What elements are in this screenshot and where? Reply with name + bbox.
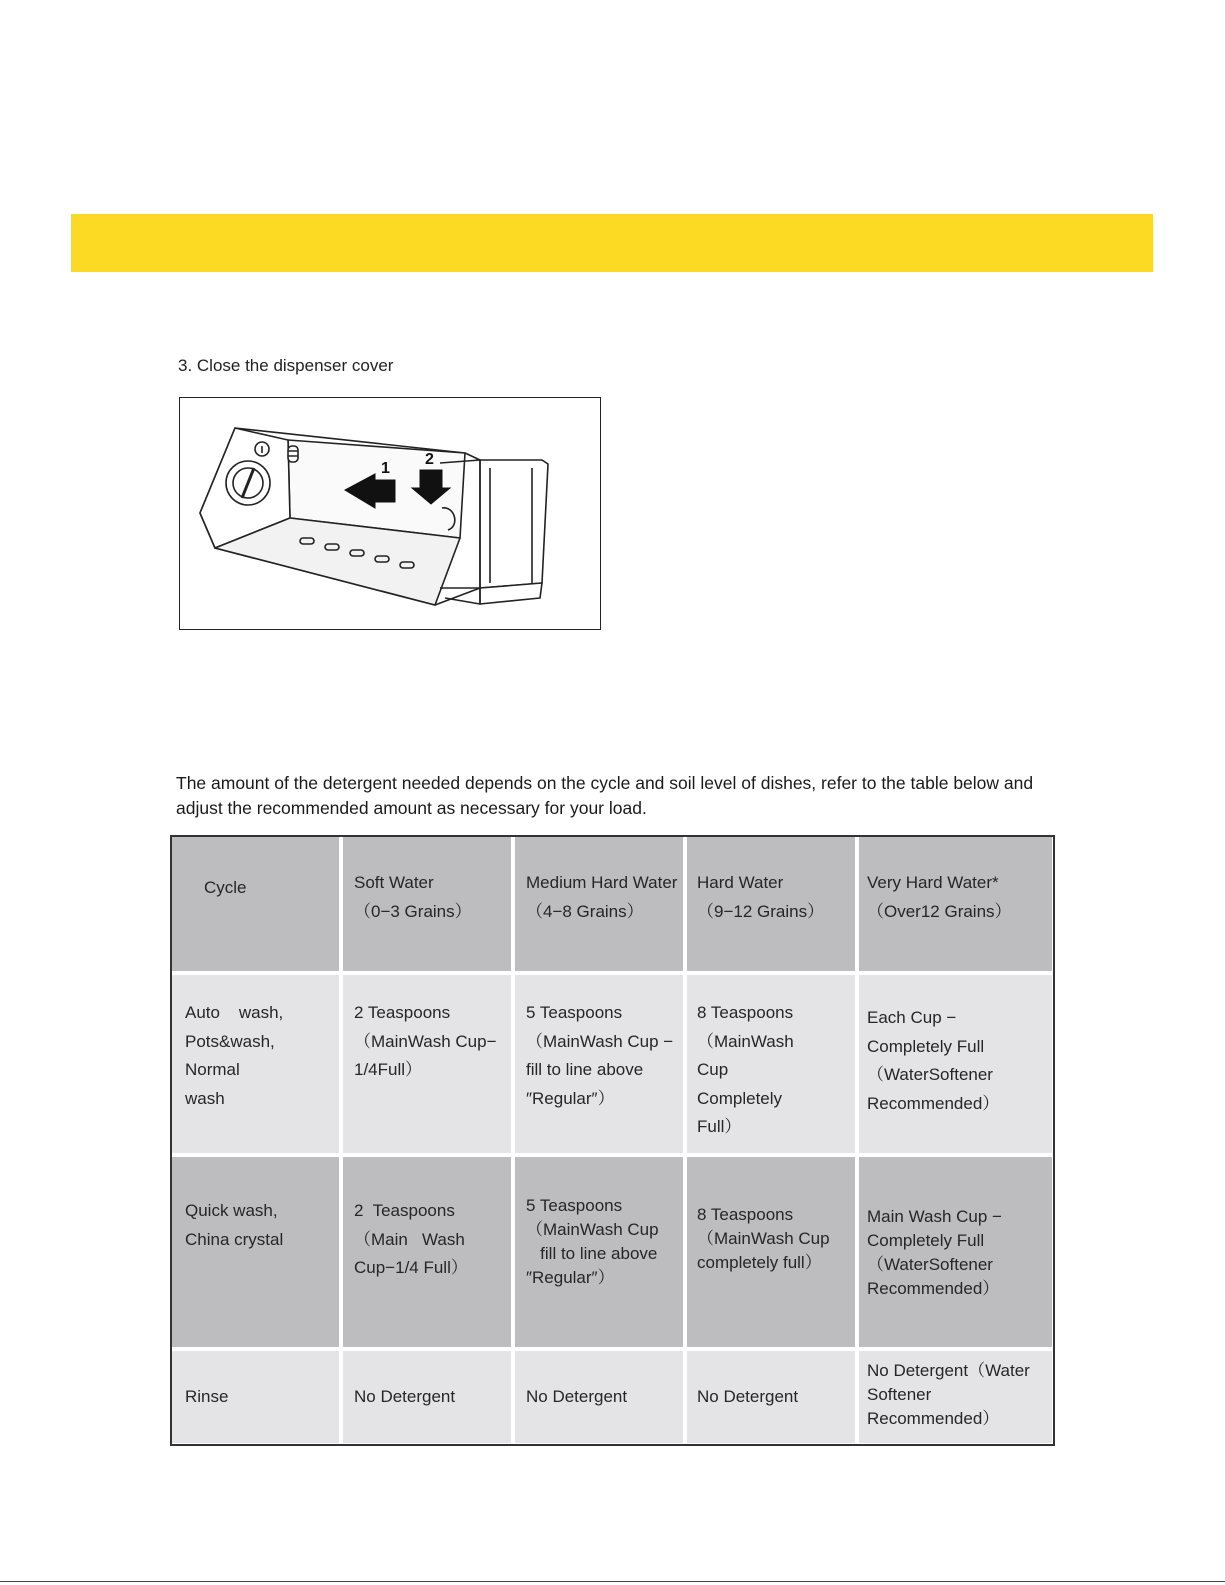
bottom-rule — [0, 1581, 1225, 1582]
header-medium-line: Medium Hard Water — [526, 873, 678, 892]
row2-medium-line: ″Regular″） — [526, 1268, 615, 1287]
row3-hard — [687, 1351, 855, 1443]
header-cycle — [172, 837, 339, 971]
row1-soft-line: 1/4Full） — [354, 1060, 423, 1079]
header-veryhard-line: （Over12 Grains） — [867, 901, 1012, 921]
header-hard-water — [687, 837, 855, 971]
row2-hard-line: （MainWash Cup — [697, 1229, 830, 1248]
dispenser-illustration — [179, 397, 601, 630]
row2-medium-line: fill to line above — [526, 1244, 658, 1263]
step-instruction: 3. Close the dispenser cover — [178, 356, 394, 375]
row1-veryhard — [859, 975, 1052, 1153]
row1-cycle-line: Normal — [185, 1060, 240, 1079]
row2-medium-line: （MainWash Cup — [526, 1220, 659, 1239]
row2-veryhard-line: Recommended） — [867, 1279, 1000, 1298]
header-hard-line: （9−12 Grains） — [697, 901, 825, 921]
intro-paragraph — [176, 771, 1056, 821]
row1-veryhard-line: Recommended） — [867, 1093, 1000, 1113]
row3-veryhard — [859, 1351, 1052, 1443]
intro-line-2: adjust the recommended amount as necessary for your load. — [176, 798, 647, 818]
arrow-2-label: 2 — [425, 451, 434, 468]
intro-line-1: The amount of the detergent needed depends on the cycle and soil level of dishes, refer to the table below and — [176, 773, 1034, 793]
header-cycle-line: Cycle — [204, 878, 247, 897]
row1-hard-line: 8 Teaspoons — [697, 1003, 794, 1022]
row1-medium-line: （MainWash Cup − — [526, 1031, 674, 1051]
row1-hard-line: Full） — [697, 1117, 742, 1136]
row3-veryhard-line: No Detergent（Water — [867, 1361, 1030, 1380]
row2-soft — [343, 1157, 511, 1347]
row2-soft-line: Cup−1/4 Full） — [354, 1258, 468, 1277]
row2-veryhard-line: （WaterSoftener — [867, 1255, 993, 1274]
row2-soft-line: （Main Wash — [354, 1229, 465, 1249]
header-soft-line: （0−3 Grains） — [354, 901, 472, 921]
row1-veryhard-line: Each Cup − — [867, 1008, 957, 1027]
dispenser-drawing — [180, 398, 600, 629]
row2-medium — [515, 1157, 683, 1347]
row3-veryhard-line: Recommended） — [867, 1409, 1000, 1428]
row3-cycle-line: Rinse — [185, 1387, 229, 1406]
row2-veryhard-line: Main Wash Cup − — [867, 1207, 1002, 1226]
header-veryhard-line: Very Hard Water* — [867, 873, 999, 892]
row1-veryhard-line: Completely Full — [867, 1036, 985, 1056]
header-soft-water — [343, 837, 511, 971]
header-soft-line: Soft Water — [354, 873, 434, 892]
row1-cycle-line: Auto wash, — [185, 1003, 284, 1022]
row1-veryhard-line: （WaterSoftener — [867, 1065, 993, 1084]
row2-cycle — [172, 1157, 339, 1347]
row1-medium-line: fill to line above — [526, 1060, 644, 1079]
row1-soft-line: 2 Teaspoons — [354, 1003, 451, 1022]
row3-hard-line: No Detergent — [697, 1387, 799, 1406]
row1-hard-line: Completely — [697, 1088, 783, 1108]
row2-cycle-line: China crystal — [185, 1229, 284, 1249]
row1-hard-line: Cup — [697, 1060, 729, 1079]
arrow-1-label: 1 — [381, 460, 390, 477]
row2-medium-line: 5 Teaspoons — [526, 1196, 623, 1215]
row3-medium-line: No Detergent — [526, 1387, 628, 1406]
row1-hard — [687, 975, 855, 1153]
row1-soft-line: （MainWash Cup− — [354, 1031, 497, 1051]
header-medium-hard-water — [515, 837, 683, 971]
detergent-table — [170, 835, 1055, 1446]
row1-hard-line: （MainWash — [697, 1031, 794, 1051]
row2-hard-line: completely full） — [697, 1253, 822, 1272]
header-hard-line: Hard Water — [697, 873, 784, 892]
row3-medium — [515, 1351, 683, 1443]
row2-soft-line: 2 Teaspoons — [354, 1201, 455, 1220]
row1-cycle-line: Pots&wash, — [185, 1031, 275, 1051]
row1-soft — [343, 975, 511, 1153]
row3-soft-line: No Detergent — [354, 1387, 456, 1406]
header-medium-line: （4−8 Grains） — [526, 901, 644, 921]
row1-medium-line: 5 Teaspoons — [526, 1003, 623, 1022]
section-header-band — [71, 214, 1153, 272]
row2-hard — [687, 1157, 855, 1347]
row3-cycle — [172, 1351, 339, 1443]
row2-veryhard-line: Completely Full — [867, 1231, 985, 1250]
row1-medium-line: ″Regular″） — [526, 1088, 615, 1108]
row1-cycle-line: wash — [185, 1088, 225, 1108]
row2-veryhard — [859, 1157, 1052, 1347]
row1-medium — [515, 975, 683, 1153]
row1-cycle — [172, 975, 339, 1153]
header-very-hard-water — [859, 837, 1052, 971]
row3-veryhard-line: Softener — [867, 1385, 932, 1404]
row2-cycle-line: Quick wash, — [185, 1201, 278, 1220]
row3-soft — [343, 1351, 511, 1443]
row2-hard-line: 8 Teaspoons — [697, 1205, 794, 1224]
